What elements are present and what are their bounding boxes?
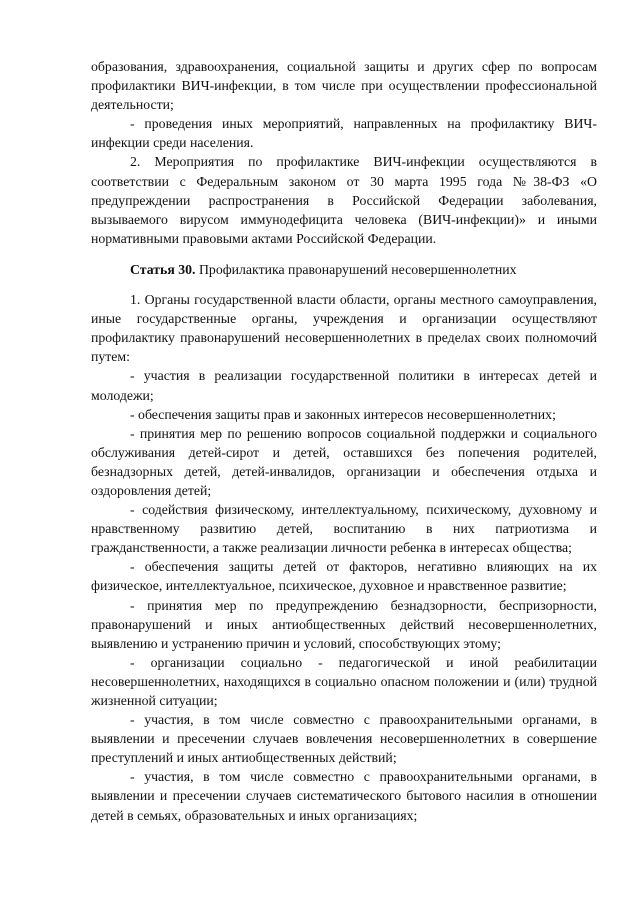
article-heading [91,260,597,279]
list-item: - проведения иных мероприятий, направленных на профилактику ВИЧ-инфекции среди населения. [91,116,597,151]
list-item: - содействия физическому, интеллектуальному, психическому, духовному и нравственному развитию детей, воспитанию в них патриотизма и гражданственности, а также реализации личности ребенка в интересах общества; [91,502,597,556]
list-item: - принятия мер по решению вопросов социальной поддержки и социального обслуживания детей-сирот и детей, оставшихся без попечения родителей, безнадзорных детей, детей-инвалидов, организации и обеспечения отдыха и оздоровления детей; [91,425,597,498]
document-body [91,57,597,825]
article-title: Профилактика правонарушений несовершеннолетних [195,261,517,277]
article-number: Статья 30. [130,261,196,277]
list-item: - принятия мер по предупреждению безнадзорности, беспризорности, правонарушений и иных антиобщественных действий несовершеннолетних, выявлению и устранению причин и условий, способствующих этому; [91,597,597,651]
paragraph-authorities: 1. Органы государственной власти области, органы местного самоуправления, иные государственные органы, учреждения и организации осуществляют профилактику правонарушений несовершеннолетних в пределах своих полномочий путем: [91,292,597,365]
list-item: - участия в реализации государственной политики в интересах детей и молодежи; [91,368,597,403]
list-item: - обеспечения защиты детей от факторов, негативно влияющих на их физическое, интеллектуальное, психическое, духовное и нравственное развитие; [91,559,597,594]
list-item: - организации социально - педагогической и иной реабилитации несовершеннолетних, находящихся в социально опасном положении и (или) трудной жизненной ситуации; [91,654,597,708]
paragraph-continuation: образования, здравоохранения, социальной защиты и других сфер по вопросам профилактики ВИЧ-инфекции, в том числе при осуществлении профессиональной деятельности; [91,59,597,113]
list-item: - обеспечения защиты прав и законных интересов несовершеннолетних; [130,406,556,422]
list-item: - участия, в том числе совместно с правоохранительными органами, в выявлении и пресечении случаев систематического бытового насилия в отношении детей в семьях, образовательных и иных организациях; [91,769,597,823]
paragraph-hiv-measures: 2. Мероприятия по профилактике ВИЧ-инфекции осуществляются в соответствии с Федеральным законом от 30 марта 1995 года №38-ФЗ «О предупреждении распространения в Российской Федерации заболевания, вызываемого вирусом иммунодефицита человека (ВИЧ-инфекции)» и иными нормативными правовыми актами Российской Федерации. [91,154,597,246]
list-item: - участия, в том числе совместно с правоохранительными органами, в выявлении и пресечении случаев вовлечения несовершеннолетних в совершение преступлений и иных антиобщественных действий; [91,712,597,766]
